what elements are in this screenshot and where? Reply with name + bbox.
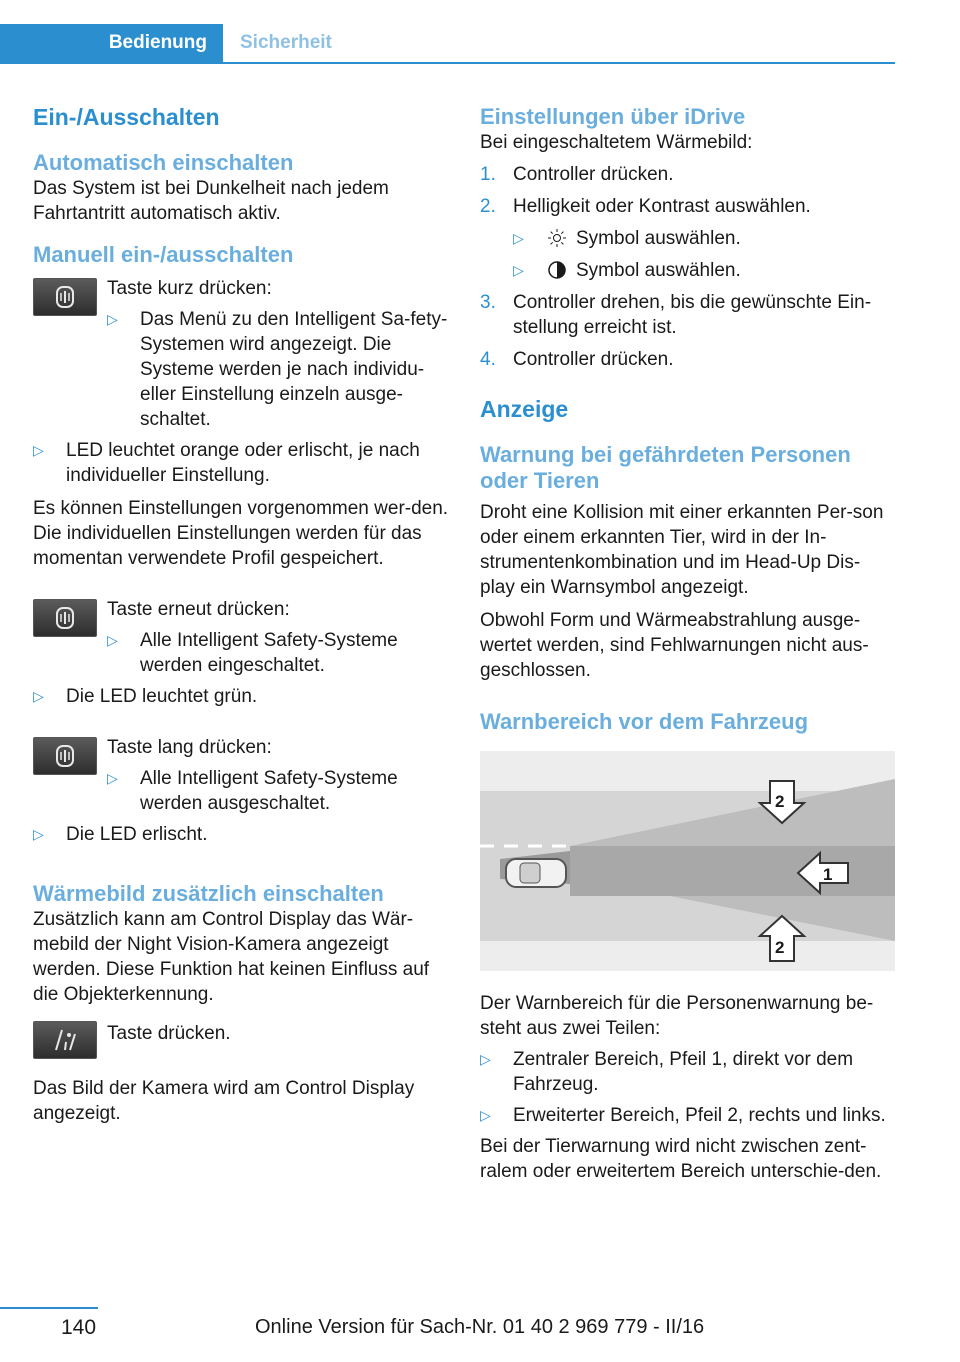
triangle-bullet-icon: ▷: [107, 311, 118, 327]
safety-button-icon: [33, 278, 97, 316]
tab-bedienung[interactable]: Bedienung: [0, 24, 223, 62]
paragraph-auto: Das System ist bei Dunkelheit nach jedem Fahrtantritt automatisch aktiv.: [33, 178, 389, 224]
short-press-label: Taste kurz drücken:: [107, 278, 272, 299]
step-item: 3. Controller drehen, bis die gewünschte Ein-stellung erreicht ist.: [480, 292, 872, 338]
triangle-bullet-icon: ▷: [33, 826, 44, 842]
list-item: ▷ Alle Intelligent Safety-Systeme werden ausgeschaltet.: [107, 768, 398, 814]
heading-auto-on: Automatisch einschalten: [33, 150, 294, 175]
list-item: ▷ Symbol auswählen.: [513, 226, 895, 251]
long-press-block: [33, 735, 453, 816]
left-column: [33, 96, 453, 1126]
triangle-bullet-icon: ▷: [33, 688, 44, 704]
triangle-bullet-icon: ▷: [513, 262, 524, 278]
heading-display: Anzeige: [480, 396, 569, 422]
page-number: 140: [61, 1316, 97, 1339]
svg-text:1: 1: [823, 865, 833, 884]
paragraph-warning-2: Obwohl Form und Wärmeabstrahlung ausge-wertet werden, sind Fehlwarnungen nicht aus-geschlossen.: [480, 610, 869, 681]
paragraph-area: Der Warnbereich für die Personenwarnung be-steht aus zwei Teilen:: [480, 993, 874, 1039]
area-list: [480, 1047, 895, 1128]
long-press-label: Taste lang drücken:: [107, 737, 272, 758]
triangle-bullet-icon: ▷: [33, 442, 44, 458]
paragraph-idrive: Bei eingeschaltetem Wärmebild:: [480, 132, 753, 153]
paragraph-warning-1: Droht eine Kollision mit einer erkannten Per-son oder einem erkannten Tier, wird in der In-strumentenkombination und im Head-Up Dis-play ein Warnsymbol angezeigt.: [480, 502, 884, 598]
press-label: Taste drücken.: [107, 1023, 231, 1044]
heading-idrive: Einstellungen über iDrive: [480, 104, 746, 129]
paragraph-thermal: Zusätzlich kann am Control Display das Wär-mebild der Night Vision-Kamera angezeigt werden. Diese Funktion hat keinen Einfluss auf die Objekterkennung.: [33, 909, 430, 1005]
list-item: ▷ Das Menü zu den Intelligent Sa-fety-Systemen wird angezeigt. Die Systeme werden je nach individu-eller Einstellung einzeln ausge-schaltet.: [107, 309, 448, 430]
list-item: ▷ LED leuchtet orange oder erlischt, je nach individueller Einstellung.: [33, 440, 420, 486]
triangle-bullet-icon: ▷: [107, 770, 118, 786]
again-press-label: Taste erneut drücken:: [107, 599, 290, 620]
safety-button-icon: [33, 737, 97, 775]
heading-warning: Warnung bei gefährdeten Personen oder Tieren: [480, 442, 851, 493]
paragraph-camera: Das Bild der Kamera wird am Control Display angezeigt.: [33, 1078, 415, 1124]
heading-thermal: Wärmebild zusätzlich einschalten: [33, 881, 384, 906]
safety-button-icon: [33, 599, 97, 637]
triangle-bullet-icon: ▷: [480, 1051, 491, 1067]
contrast-icon: [547, 260, 567, 287]
list-item: ▷ Zentraler Bereich, Pfeil 1, direkt vor dem Fahrzeug.: [480, 1049, 854, 1095]
triangle-bullet-icon: ▷: [513, 230, 524, 246]
car-icon: [506, 859, 566, 887]
heading-on-off: Ein-/Ausschalten: [33, 104, 220, 130]
steps-list: [480, 162, 895, 372]
footer-version-text: Online Version für Sach-Nr. 01 40 2 969 779 - II/16: [255, 1316, 705, 1338]
list-item: ▷ Erweiterter Bereich, Pfeil 2, rechts und links.: [480, 1105, 886, 1126]
thermal-press-block: [33, 1019, 453, 1046]
svg-text:2: 2: [775, 938, 785, 957]
list-item: ▷ Die LED leuchtet grün.: [33, 686, 258, 707]
brightness-icon: [547, 228, 567, 255]
footer-divider: [0, 1307, 98, 1309]
triangle-bullet-icon: ▷: [107, 632, 118, 648]
right-column: [480, 96, 895, 1184]
step-item: 4. Controller drücken.: [480, 349, 674, 370]
triangle-bullet-icon: ▷: [480, 1107, 491, 1123]
list-item: ▷ Symbol auswählen.: [513, 258, 895, 283]
paragraph-settings: Es können Einstellungen vorgenommen wer-den. Die individuellen Einstellungen werden für das momentan verwendete Profil gespeichert.: [33, 498, 449, 569]
list-item: ▷ Alle Intelligent Safety-Systeme werden eingeschaltet.: [107, 630, 398, 676]
night-vision-button-icon: [33, 1021, 97, 1059]
step-item: 1. Controller drücken.: [480, 164, 674, 185]
tab-sicherheit[interactable]: Sicherheit: [240, 32, 332, 53]
short-press-block: [33, 276, 453, 432]
warning-area-figure: [480, 751, 895, 971]
heading-manual: Manuell ein-/ausschalten: [33, 242, 294, 267]
step-item: 2. Helligkeit oder Kontrast auswählen. ▷ Symbol auswählen. ▷ Symbol auswählen.: [480, 194, 895, 283]
paragraph-animal: Bei der Tierwarnung wird nicht zwischen zent-ralem oder erweitertem Bereich unterschie-den.: [480, 1136, 882, 1182]
again-press-block: [33, 597, 453, 678]
svg-text:2: 2: [775, 792, 785, 811]
list-item: ▷ Die LED erlischt.: [33, 824, 208, 845]
heading-warning-area: Warnbereich vor dem Fahrzeug: [480, 709, 809, 734]
section-tabs: [0, 24, 895, 64]
